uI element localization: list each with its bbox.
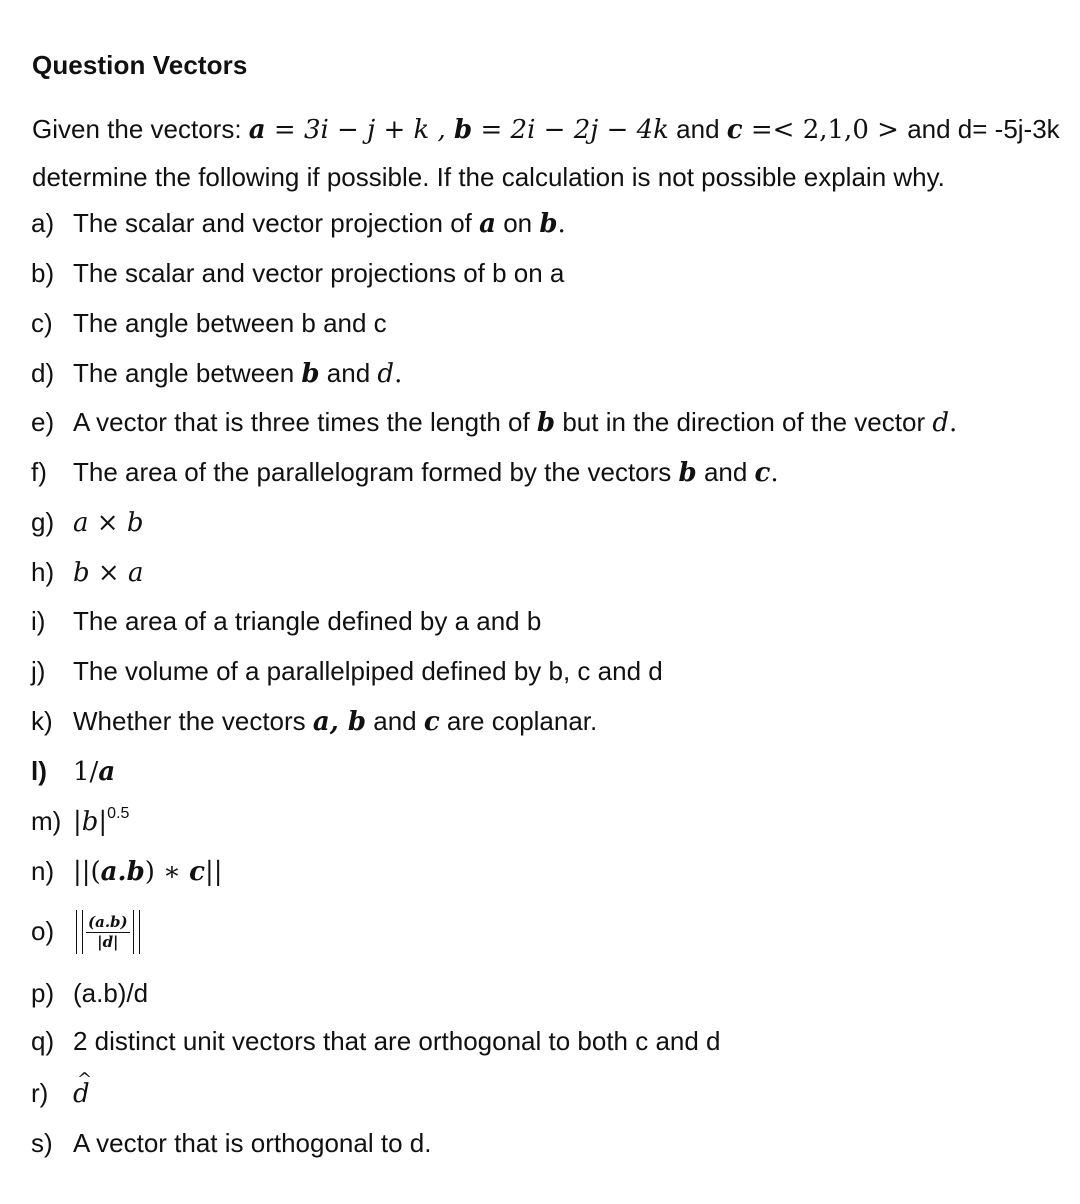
item-label: i) [31, 606, 46, 636]
item-symbol: d [377, 359, 395, 389]
item-text: . [770, 458, 779, 488]
vector-d-expression: and d= -5j-3k [907, 114, 1060, 144]
vector-a-expression: = 3i − j + k , [265, 115, 455, 145]
item-text: The angle between [73, 358, 302, 388]
item-symbol: c [423, 707, 440, 737]
item-symbol: a [479, 209, 496, 239]
item-text: and [696, 457, 755, 487]
item-text: Whether the vectors [73, 706, 313, 736]
item-math: a × b [73, 508, 144, 538]
item-math: || [204, 857, 223, 887]
list-item-o [31, 910, 143, 954]
list-item-r [31, 1078, 90, 1110]
vector-b-expression: = 2i − 2j − 4k [472, 115, 669, 145]
item-math: |b| [73, 807, 108, 837]
item-text: The area of the parallelogram formed by the vectors [73, 457, 679, 487]
intro-prefix: Given the vectors: [32, 114, 249, 144]
item-symbol: b [539, 209, 558, 239]
item-text: The scalar and vector projection of [73, 208, 480, 238]
item-symbol: b [678, 458, 697, 488]
list-item-s [31, 1128, 431, 1159]
item-text: . [557, 209, 566, 239]
list-item-c [31, 308, 387, 339]
item-text: The scalar and vector projections of b on a [73, 258, 565, 288]
item-label: a) [31, 208, 55, 238]
item-label: n) [31, 856, 55, 886]
intro-and: and [668, 114, 727, 144]
fraction [86, 912, 130, 951]
item-symbol: a [98, 757, 116, 787]
item-text: The area of a triangle defined by a and b [73, 606, 542, 636]
list-item-g [31, 507, 143, 539]
item-label: b) [31, 258, 55, 288]
item-label: g) [31, 507, 55, 537]
item-symbol: a.b [100, 857, 145, 887]
vector-c-symbol: c [726, 115, 743, 145]
item-label: s) [31, 1128, 53, 1158]
list-item-f [31, 457, 779, 489]
item-text: and [366, 706, 424, 736]
list-item-d [31, 358, 402, 390]
item-exponent: 0.5 [107, 805, 130, 822]
fraction-denominator: |d| [97, 932, 119, 951]
question-title: Question Vectors [32, 50, 248, 80]
intro-line-2: determine the following if possible. If the calculation is not possible explain why. [32, 162, 945, 192]
norm-bar-right [133, 910, 140, 954]
item-text: on [495, 208, 540, 238]
item-symbol: c [189, 857, 205, 887]
item-symbol: b [536, 408, 556, 438]
list-item-j [31, 656, 663, 687]
item-math: ) ∗ [144, 857, 190, 887]
list-item-k [31, 706, 597, 738]
item-text: and [319, 358, 378, 388]
item-text: . [394, 359, 403, 389]
vector-c-expression: =< 2,1,0 > [742, 115, 908, 145]
item-symbol: c [754, 458, 771, 488]
norm-bar-left [76, 910, 83, 954]
item-label: h) [31, 557, 55, 587]
item-label: q) [31, 1026, 55, 1056]
item-text: are coplanar. [439, 706, 598, 736]
list-item-e [31, 407, 957, 439]
item-math: b × a [73, 558, 144, 588]
item-text: but in the direction of the vector [555, 407, 933, 437]
item-text: The volume of a parallelpiped defined by b, c and d [73, 656, 663, 686]
item-label: l) [31, 756, 47, 786]
item-label: e) [31, 407, 55, 437]
list-item-n [31, 856, 222, 888]
item-text: The angle between b and c [73, 308, 387, 338]
item-label: j) [31, 656, 46, 686]
list-item-q [31, 1026, 721, 1057]
item-label: r) [31, 1078, 49, 1108]
list-item-h [31, 557, 143, 589]
fraction-numerator: (a.b) [88, 912, 128, 931]
item-text: A vector that is orthogonal to d. [73, 1128, 432, 1158]
list-item-b [31, 258, 564, 289]
item-text: 2 distinct unit vectors that are orthogonal to both c and d [73, 1026, 721, 1056]
list-item-a [31, 208, 566, 240]
item-text: (a.b)/d [73, 978, 149, 1008]
item-text: . [948, 408, 958, 438]
item-label: p) [31, 978, 55, 1008]
item-text: A vector that is three times the length of [73, 407, 537, 437]
item-math: 1/ [73, 757, 99, 787]
list-item-l [31, 756, 115, 788]
item-symbol: a, b [312, 707, 367, 737]
item-math: ||( [73, 857, 101, 887]
item-label: d) [31, 358, 55, 388]
list-item-m [31, 806, 129, 838]
item-symbol: b [301, 359, 320, 389]
item-label: c) [31, 308, 53, 338]
vector-b-symbol: b [454, 115, 473, 145]
item-symbol: d [932, 408, 949, 438]
list-item-i [31, 606, 541, 637]
list-item-p [31, 978, 148, 1009]
item-label: k) [31, 706, 53, 736]
item-label: o) [31, 916, 55, 947]
d-hat-symbol: ^ d [73, 1079, 90, 1110]
item-label: m) [31, 806, 62, 836]
vector-a-symbol: a [248, 115, 266, 145]
item-label: f) [31, 457, 47, 487]
